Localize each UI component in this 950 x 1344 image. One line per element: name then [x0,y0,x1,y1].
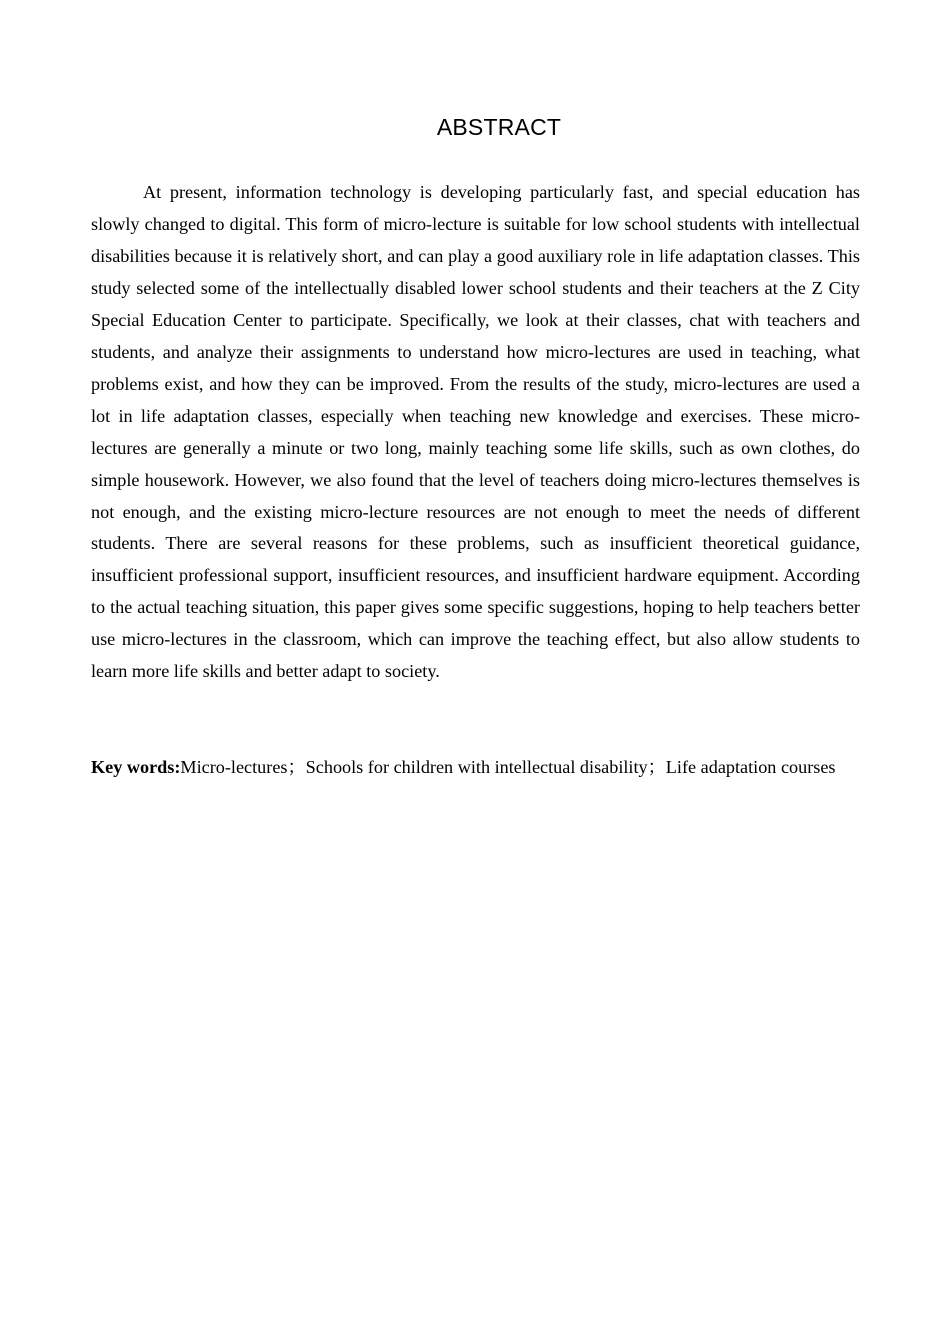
keywords-text: Micro-lectures；Schools for children with intellectual disability；Life adaptation courses [180,757,836,777]
keywords-label: Key words: [91,757,181,777]
keywords-line [91,752,860,784]
abstract-title: ABSTRACT [436,114,562,140]
abstract-body: At present, information technology is developing particularly fast, and special education has slowly changed to digital. This form of micro-lecture is suitable for low school students with intellectual disabilities because it is relatively short, and can play a good auxiliary role in life adaptation classes. This study selected some of the intellectually disabled lower school students and their teachers at the Z City Special Education Center to participate. Specifically, we look at their classes, chat with teachers and students, and analyze their assignments to understand how micro-lectures are used in teaching, what problems exist, and how they can be improved. From the results of the study, micro-lectures are used a lot in life adaptation classes, especially when teaching new knowledge and exercises. These micro-lectures are generally a minute or two long, mainly teaching some life skills, such as own clothes, do simple housework. However, we also found that the level of teachers doing micro-lectures themselves is not enough, and the existing micro-lecture resources are not enough to meet the needs of different students. There are several reasons for these problems, such as insufficient theoretical guidance, insufficient professional support, insufficient resources, and insufficient hardware equipment. According to the actual teaching situation, this paper gives some specific suggestions, hoping to help teachers better use micro-lectures in the classroom, which can improve the teaching effect, but also allow students to learn more life skills and better adapt to society. [91,182,860,682]
